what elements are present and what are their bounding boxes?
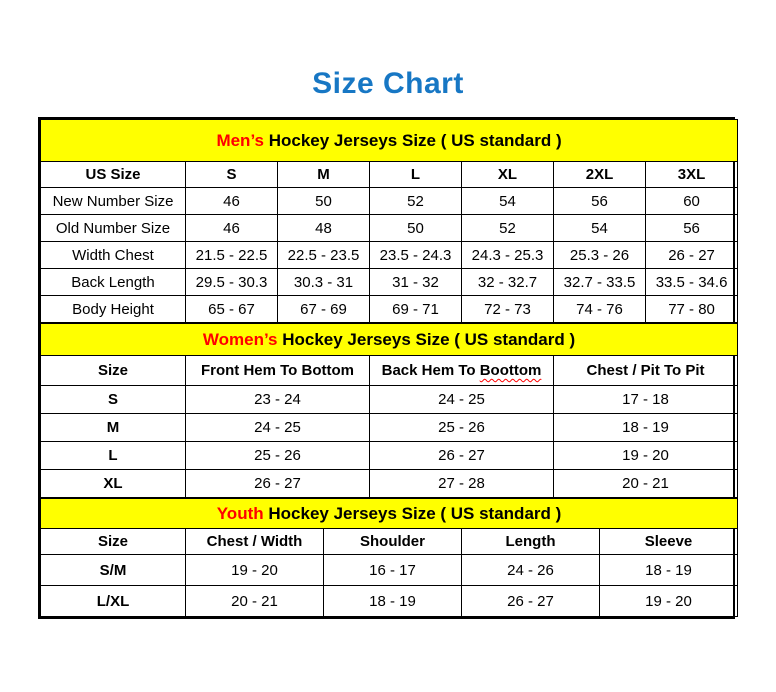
cell: 48 bbox=[278, 215, 370, 242]
cell: 24 - 25 bbox=[370, 386, 554, 414]
row-label: Width Chest bbox=[41, 242, 186, 269]
mens-header-us-size: US Size bbox=[41, 162, 186, 188]
womens-header-back bbox=[370, 356, 554, 386]
womens-header-front: Front Hem To Bottom bbox=[186, 356, 370, 386]
mens-header-3xl: 3XL bbox=[646, 162, 738, 188]
table-row bbox=[41, 188, 738, 215]
mens-header-l: L bbox=[370, 162, 462, 188]
youth-header-sleeve: Sleeve bbox=[600, 529, 738, 555]
womens-header-row bbox=[41, 356, 738, 386]
table-row bbox=[41, 296, 738, 323]
cell: 33.5 - 34.6 bbox=[646, 269, 738, 296]
cell: 16 - 17 bbox=[324, 555, 462, 586]
mens-banner-highlight: Men’s bbox=[216, 130, 264, 150]
cell: 25.3 - 26 bbox=[554, 242, 646, 269]
size-chart-tables bbox=[38, 117, 735, 619]
cell: 27 - 28 bbox=[370, 470, 554, 498]
womens-header-chest: Chest / Pit To Pit bbox=[554, 356, 738, 386]
row-label: L bbox=[41, 442, 186, 470]
cell: 32 - 32.7 bbox=[462, 269, 554, 296]
cell: 26 - 27 bbox=[462, 586, 600, 617]
cell: 24 - 26 bbox=[462, 555, 600, 586]
cell: 18 - 19 bbox=[554, 414, 738, 442]
cell: 60 bbox=[646, 188, 738, 215]
table-row bbox=[41, 414, 738, 442]
mens-header-s: S bbox=[186, 162, 278, 188]
youth-banner-row bbox=[41, 499, 738, 529]
mens-header-row bbox=[41, 162, 738, 188]
womens-banner-text: Hockey Jerseys Size ( US standard ) bbox=[282, 329, 576, 349]
cell: 17 - 18 bbox=[554, 386, 738, 414]
cell: 30.3 - 31 bbox=[278, 269, 370, 296]
cell: 21.5 - 22.5 bbox=[186, 242, 278, 269]
mens-banner-text: Hockey Jerseys Size ( US standard ) bbox=[268, 130, 562, 150]
cell: 52 bbox=[370, 188, 462, 215]
row-label: Back Length bbox=[41, 269, 186, 296]
youth-header-length: Length bbox=[462, 529, 600, 555]
row-label: S/M bbox=[41, 555, 186, 586]
cell: 23 - 24 bbox=[186, 386, 370, 414]
youth-header-row bbox=[41, 529, 738, 555]
row-label: M bbox=[41, 414, 186, 442]
cell: 26 - 27 bbox=[370, 442, 554, 470]
womens-header-size: Size bbox=[41, 356, 186, 386]
table-row bbox=[41, 470, 738, 498]
womens-header-back-misspelled-word: Boottom bbox=[479, 362, 542, 379]
table-row bbox=[41, 555, 738, 586]
womens-banner-highlight: Women’s bbox=[202, 329, 278, 349]
cell: 69 - 71 bbox=[370, 296, 462, 323]
cell: 31 - 32 bbox=[370, 269, 462, 296]
cell: 19 - 20 bbox=[554, 442, 738, 470]
cell: 24 - 25 bbox=[186, 414, 370, 442]
cell: 46 bbox=[186, 215, 278, 242]
youth-banner-text: Hockey Jerseys Size ( US standard ) bbox=[268, 503, 562, 523]
row-label: Body Height bbox=[41, 296, 186, 323]
cell: 22.5 - 23.5 bbox=[278, 242, 370, 269]
cell: 50 bbox=[370, 215, 462, 242]
cell: 23.5 - 24.3 bbox=[370, 242, 462, 269]
row-label: XL bbox=[41, 470, 186, 498]
cell: 50 bbox=[278, 188, 370, 215]
cell: 19 - 20 bbox=[186, 555, 324, 586]
row-label: S bbox=[41, 386, 186, 414]
cell: 25 - 26 bbox=[186, 442, 370, 470]
table-row bbox=[41, 215, 738, 242]
youth-banner-highlight: Youth bbox=[216, 503, 264, 523]
cell: 26 - 27 bbox=[646, 242, 738, 269]
cell: 74 - 76 bbox=[554, 296, 646, 323]
womens-banner-row bbox=[41, 324, 738, 356]
youth-header-shoulder: Shoulder bbox=[324, 529, 462, 555]
cell: 29.5 - 30.3 bbox=[186, 269, 278, 296]
cell: 18 - 19 bbox=[324, 586, 462, 617]
row-label: L/XL bbox=[41, 586, 186, 617]
cell: 77 - 80 bbox=[646, 296, 738, 323]
cell: 24.3 - 25.3 bbox=[462, 242, 554, 269]
cell: 54 bbox=[554, 215, 646, 242]
mens-header-m: M bbox=[278, 162, 370, 188]
cell: 26 - 27 bbox=[186, 470, 370, 498]
row-label: New Number Size bbox=[41, 188, 186, 215]
youth-header-size: Size bbox=[41, 529, 186, 555]
cell: 19 - 20 bbox=[600, 586, 738, 617]
cell: 46 bbox=[186, 188, 278, 215]
cell: 52 bbox=[462, 215, 554, 242]
table-row bbox=[41, 269, 738, 296]
page-title: Size Chart bbox=[312, 67, 464, 100]
cell: 20 - 21 bbox=[186, 586, 324, 617]
cell: 20 - 21 bbox=[554, 470, 738, 498]
table-row bbox=[41, 242, 738, 269]
cell: 67 - 69 bbox=[278, 296, 370, 323]
cell: 25 - 26 bbox=[370, 414, 554, 442]
womens-banner bbox=[41, 324, 738, 356]
table-row bbox=[41, 442, 738, 470]
youth-banner bbox=[41, 499, 738, 529]
mens-header-2xl: 2XL bbox=[554, 162, 646, 188]
row-label: Old Number Size bbox=[41, 215, 186, 242]
mens-banner-row bbox=[41, 120, 738, 162]
cell: 18 - 19 bbox=[600, 555, 738, 586]
womens-size-table bbox=[40, 323, 738, 498]
cell: 56 bbox=[554, 188, 646, 215]
cell: 72 - 73 bbox=[462, 296, 554, 323]
table-row bbox=[41, 386, 738, 414]
mens-header-xl: XL bbox=[462, 162, 554, 188]
cell: 65 - 67 bbox=[186, 296, 278, 323]
cell: 32.7 - 33.5 bbox=[554, 269, 646, 296]
youth-header-chest: Chest / Width bbox=[186, 529, 324, 555]
youth-size-table bbox=[40, 498, 738, 617]
cell: 56 bbox=[646, 215, 738, 242]
table-row bbox=[41, 586, 738, 617]
mens-size-table bbox=[40, 119, 738, 323]
womens-header-back-prefix: Back Hem To bbox=[381, 362, 476, 379]
cell: 54 bbox=[462, 188, 554, 215]
mens-banner bbox=[41, 120, 738, 162]
